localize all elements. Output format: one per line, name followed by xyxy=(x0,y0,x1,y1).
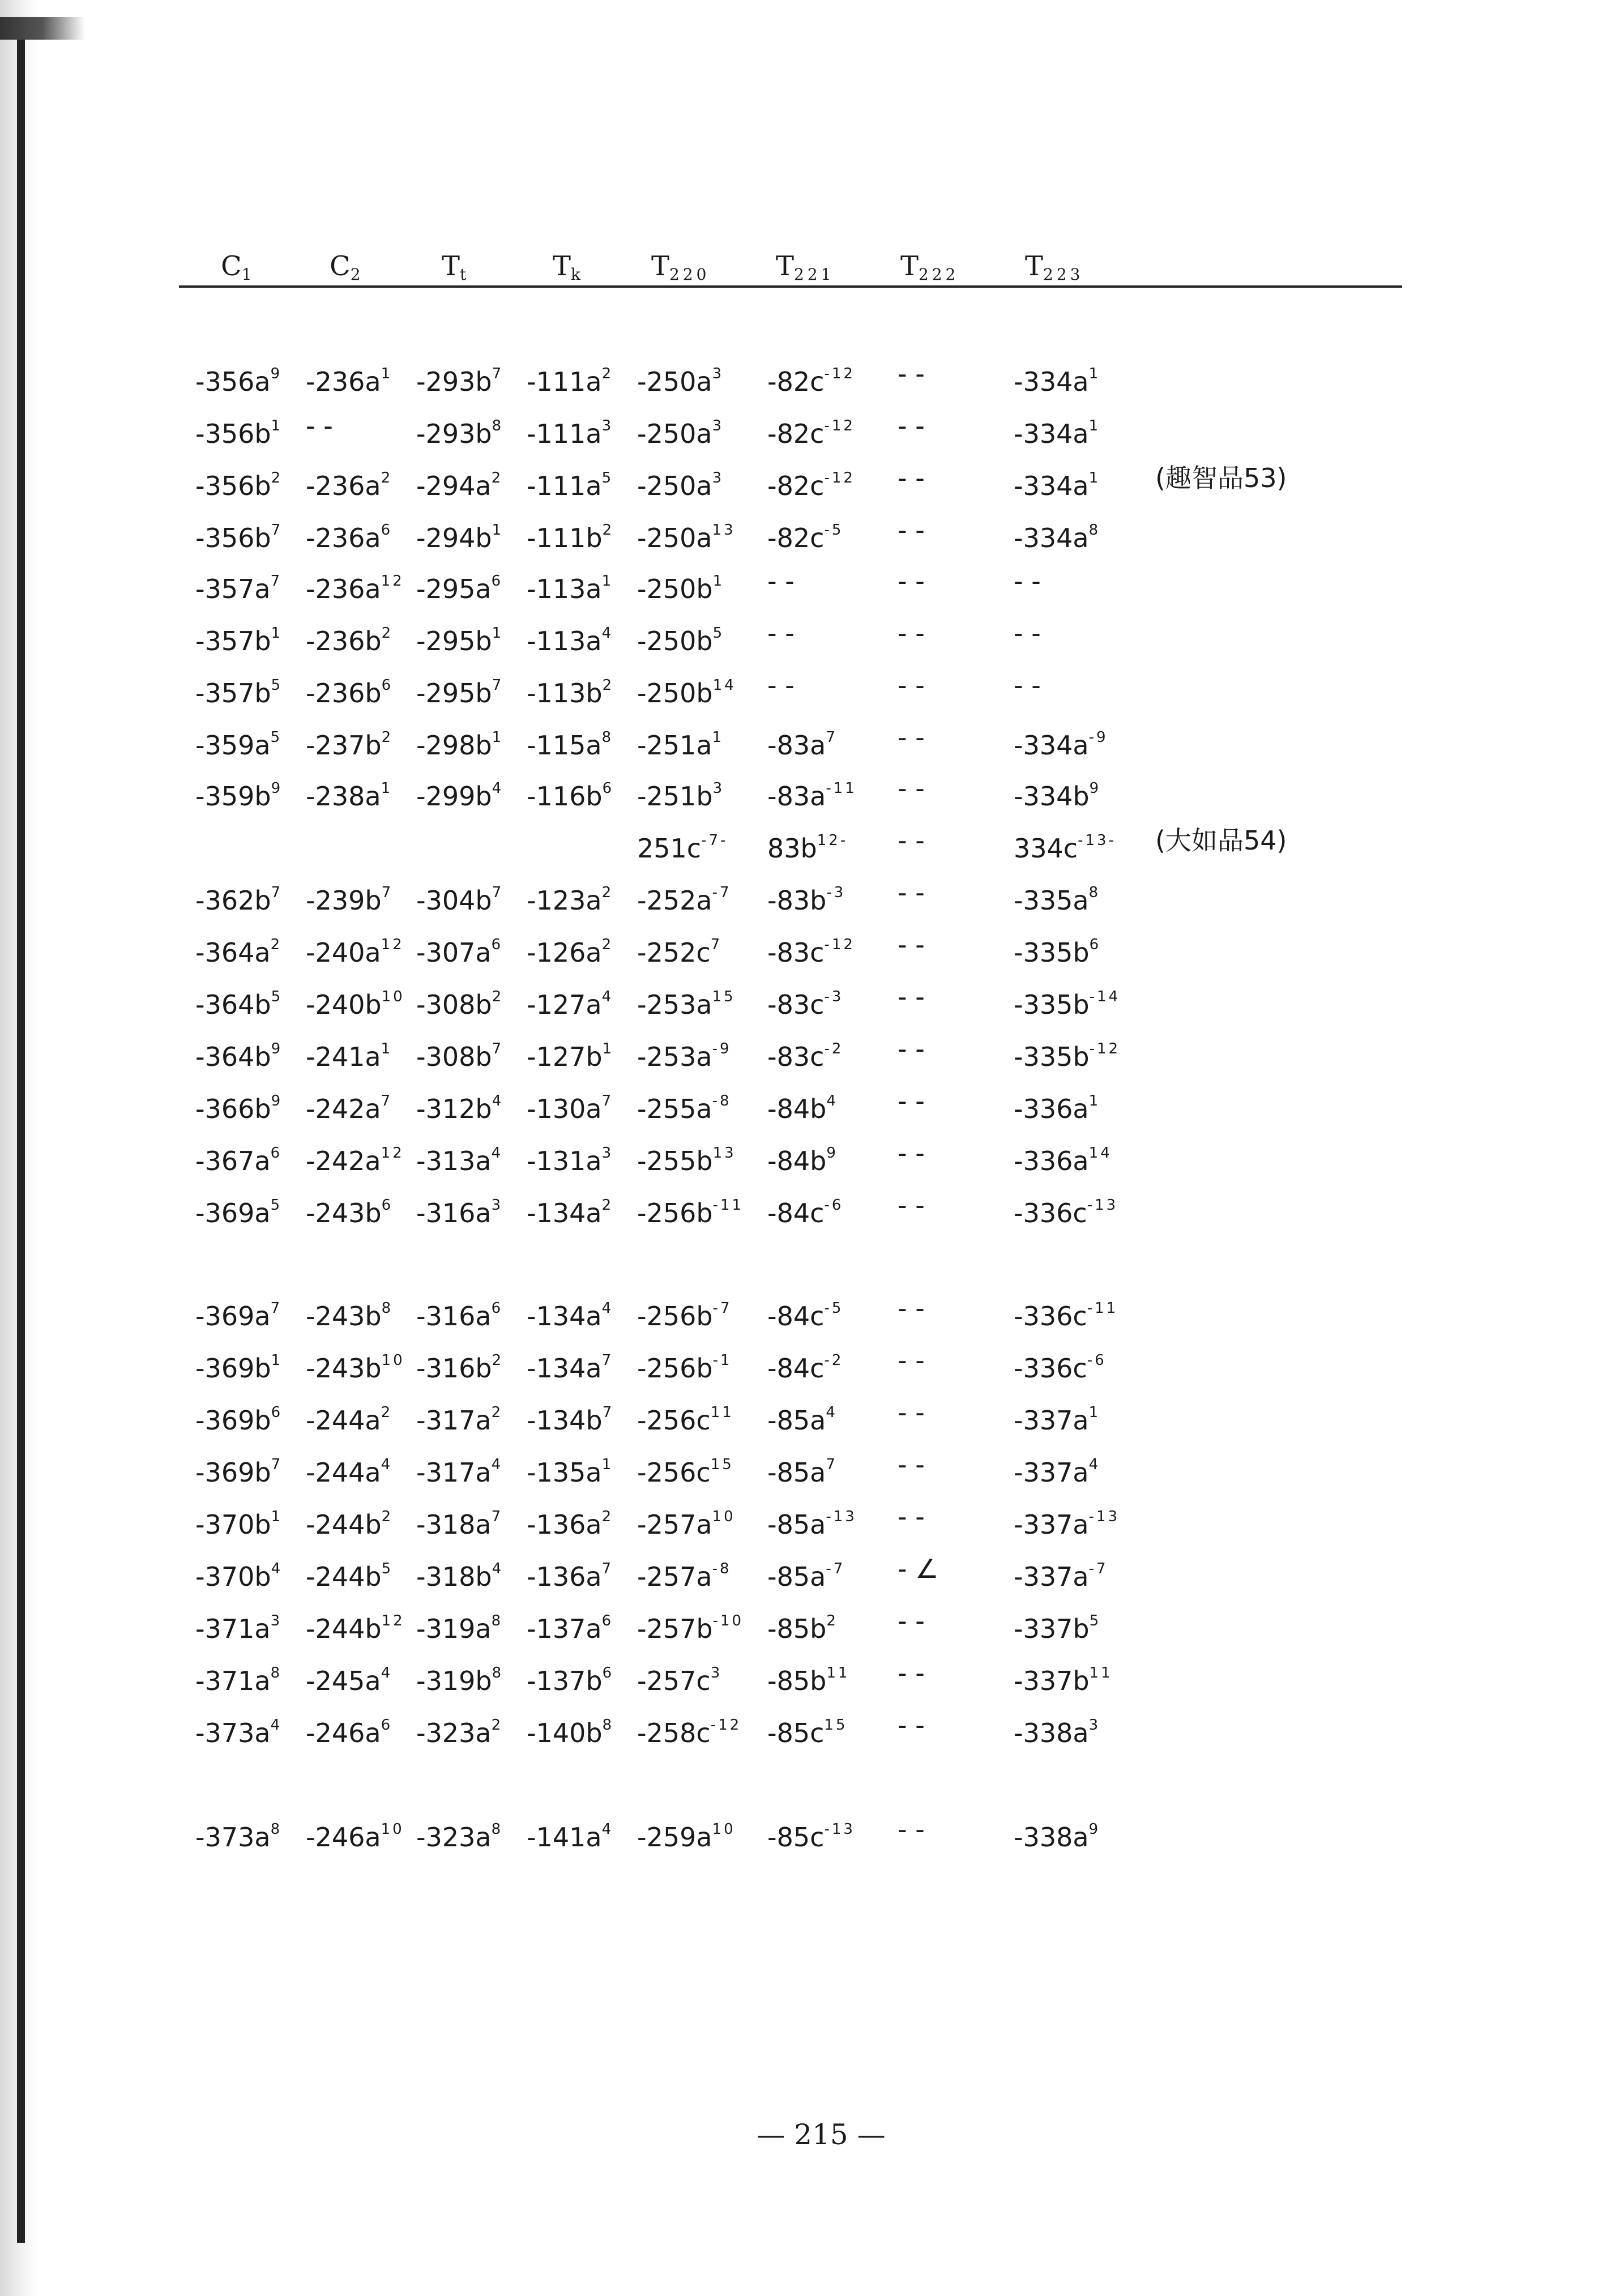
table-cell: - - xyxy=(898,1293,925,1324)
table-cell: - - xyxy=(767,566,795,596)
table-cell: $-85a^{-7}$ xyxy=(767,1560,845,1592)
table-cell: $-323a^2$ xyxy=(416,1717,503,1748)
table-cell: $-362b^7$ xyxy=(195,884,283,916)
table-cell: $-318b^4$ xyxy=(416,1560,504,1592)
table-cell: $-111a^3$ xyxy=(527,417,614,449)
column-header: $T_{223}$ xyxy=(1025,250,1084,284)
table-cell: $-240a^{12}$ xyxy=(306,936,404,968)
table-row xyxy=(0,1026,1623,1072)
table-cell: $-370b^1$ xyxy=(195,1508,283,1540)
table-cell: $-136a^7$ xyxy=(527,1560,614,1592)
table-cell: $-316a^3$ xyxy=(416,1197,503,1228)
table-cell: $-85a^{-13}$ xyxy=(767,1508,857,1540)
table-cell: $-113a^4$ xyxy=(527,625,614,656)
column-header: $C_2$ xyxy=(330,250,364,284)
table-cell: $-256b^{-7}$ xyxy=(637,1300,732,1331)
column-header: $T_{221}$ xyxy=(776,250,835,284)
table-cell: $-337a^4$ xyxy=(1014,1456,1101,1488)
table-cell: $-83a^7$ xyxy=(767,729,838,761)
table-cell: $-307a^6$ xyxy=(416,936,503,968)
table-cell: - - xyxy=(898,618,925,648)
table-cell: $-84b^9$ xyxy=(767,1145,838,1176)
table-cell: $-338a^9$ xyxy=(1014,1821,1101,1853)
table-cell: $-127b^1$ xyxy=(527,1040,614,1072)
table-cell: - - xyxy=(898,722,925,753)
table-cell: $-255b^{13}$ xyxy=(637,1145,736,1176)
table-row xyxy=(0,507,1623,553)
table-row xyxy=(0,818,1623,863)
table-cell: $-369b^1$ xyxy=(195,1352,283,1384)
table-cell: $-336c^{-11}$ xyxy=(1014,1300,1118,1331)
table-cell: $-369b^7$ xyxy=(195,1456,283,1488)
table-cell: $-356b^2$ xyxy=(195,470,283,501)
table-cell: $-257c^3$ xyxy=(637,1665,723,1696)
table-row xyxy=(0,1183,1623,1228)
table-cell: $-317a^4$ xyxy=(416,1456,503,1488)
table-cell: $251c^{-7-}$ xyxy=(637,832,728,864)
table-cell: $-85a^4$ xyxy=(767,1404,838,1436)
table-cell: $-334a^8$ xyxy=(1014,522,1101,553)
table-row xyxy=(0,663,1623,708)
table-cell: - - xyxy=(898,670,925,701)
table-row xyxy=(0,1702,1623,1748)
table-cell: $-113a^1$ xyxy=(527,573,614,604)
table-cell: - - xyxy=(898,1658,925,1688)
table-cell: - - xyxy=(898,1345,925,1376)
table-row xyxy=(0,870,1623,915)
table-cell: $-373a^4$ xyxy=(195,1717,283,1748)
table-cell: $-335b^6$ xyxy=(1014,936,1101,968)
table-cell: $-85b^2$ xyxy=(767,1612,838,1644)
table-cell: $-338a^3$ xyxy=(1014,1717,1101,1748)
table-cell: $-137a^6$ xyxy=(527,1612,614,1644)
table-cell: - - xyxy=(898,1606,925,1636)
table-cell: $-369a^7$ xyxy=(195,1300,283,1331)
table-cell: $-323a^8$ xyxy=(416,1821,503,1853)
table-cell: $-335a^8$ xyxy=(1014,884,1101,916)
table-cell: $-113b^2$ xyxy=(527,677,614,709)
table-cell: $-371a^8$ xyxy=(195,1665,283,1696)
table-cell: - - xyxy=(898,929,925,960)
table-cell: $-334a^1$ xyxy=(1014,470,1101,501)
table-cell: - - xyxy=(898,825,925,856)
table-cell: $-136a^2$ xyxy=(527,1508,614,1540)
table-cell: $-111a^2$ xyxy=(527,365,614,397)
table-cell: $-252c^7$ xyxy=(637,936,723,968)
table-cell: - ∠ xyxy=(898,1554,939,1584)
table-cell: $-334b^9$ xyxy=(1014,780,1101,812)
table-cell: $-304b^7$ xyxy=(416,884,504,916)
table-cell: $-243b^8$ xyxy=(306,1300,394,1331)
table-row xyxy=(0,455,1623,501)
table-cell: - - xyxy=(898,463,925,493)
table-cell: $-137b^6$ xyxy=(527,1665,614,1696)
table-cell: $-238a^1$ xyxy=(306,780,393,812)
table-cell: $-116b^6$ xyxy=(527,780,614,812)
table-cell: $-85c^{15}$ xyxy=(767,1717,848,1748)
table-cell: $-85c^{-13}$ xyxy=(767,1821,855,1853)
row-note: (大如品54) xyxy=(1155,825,1287,856)
table-row xyxy=(0,558,1623,604)
table-cell: $-251a^1$ xyxy=(637,729,724,761)
column-header: $T_{220}$ xyxy=(651,250,710,284)
table-cell: $-244a^2$ xyxy=(306,1404,393,1436)
table-cell: $-250b^5$ xyxy=(637,625,725,656)
table-cell: $-85a^7$ xyxy=(767,1456,838,1488)
table-row xyxy=(0,766,1623,811)
table-row xyxy=(0,403,1623,449)
table-cell: - - xyxy=(898,1034,925,1064)
table-cell: $-299b^4$ xyxy=(416,780,504,812)
table-cell: $-250b^{14}$ xyxy=(637,677,736,709)
table-cell: - - xyxy=(898,1086,925,1116)
table-cell: - - xyxy=(898,359,925,389)
column-header: $C_1$ xyxy=(221,250,255,284)
table-cell: $-293b^8$ xyxy=(416,417,504,449)
table-cell: $-257a^{-8}$ xyxy=(637,1560,732,1592)
table-cell: $-256b^{-11}$ xyxy=(637,1197,744,1228)
table-cell: $-257a^{10}$ xyxy=(637,1508,736,1540)
table-row xyxy=(0,715,1623,760)
table-cell: $-336a^{14}$ xyxy=(1014,1145,1112,1176)
table-cell: $-316a^6$ xyxy=(416,1300,503,1331)
table-cell: $-373a^8$ xyxy=(195,1821,283,1853)
table-row xyxy=(0,1286,1623,1331)
table-cell: $-369b^6$ xyxy=(195,1404,283,1436)
table-cell: $-236a^{12}$ xyxy=(306,573,404,604)
table-cell: $-237b^2$ xyxy=(306,729,394,761)
table-cell: $-336c^{-13}$ xyxy=(1014,1197,1118,1228)
table-cell: $-250a^3$ xyxy=(637,417,724,449)
table-cell: $-244b^5$ xyxy=(306,1560,394,1592)
table-cell: - - xyxy=(898,515,925,545)
table-cell: $-250a^3$ xyxy=(637,470,724,501)
table-row xyxy=(0,1078,1623,1124)
table-cell: $-357b^1$ xyxy=(195,625,283,656)
table-cell: $-243b^{10}$ xyxy=(306,1352,405,1384)
table-cell: $-85b^{11}$ xyxy=(767,1665,850,1696)
table-cell: $-134a^2$ xyxy=(527,1197,614,1228)
table-cell: $-294a^2$ xyxy=(416,470,503,501)
table-cell: - - xyxy=(767,618,795,648)
table-cell: $-334a^1$ xyxy=(1014,417,1101,449)
table-cell: $-313a^4$ xyxy=(416,1145,503,1176)
table-cell: - - xyxy=(898,566,925,596)
table-cell: $-335b^{-14}$ xyxy=(1014,988,1121,1020)
table-cell: $-242a^7$ xyxy=(306,1092,393,1124)
table-cell: $-312b^4$ xyxy=(416,1092,504,1124)
table-cell: $-241a^1$ xyxy=(306,1040,393,1072)
table-cell: $-316b^2$ xyxy=(416,1352,504,1384)
table-cell: $-334a^1$ xyxy=(1014,365,1101,397)
table-cell: $-336a^1$ xyxy=(1014,1092,1101,1124)
table-cell: - - xyxy=(1014,566,1041,596)
table-cell: $-84b^4$ xyxy=(767,1092,838,1124)
table-cell: $-308b^2$ xyxy=(416,988,504,1020)
table-cell: $-83c^{-12}$ xyxy=(767,936,855,968)
table-cell: - - xyxy=(898,773,925,804)
table-cell: $-240b^{10}$ xyxy=(306,988,405,1020)
column-header: $T_t$ xyxy=(442,250,470,284)
table-cell: $-84c^{-5}$ xyxy=(767,1300,844,1331)
table-cell: $-134a^4$ xyxy=(527,1300,614,1331)
table-cell: $-130a^7$ xyxy=(527,1092,614,1124)
table-row xyxy=(0,351,1623,396)
table-row xyxy=(0,1598,1623,1644)
table-cell: - - xyxy=(898,877,925,908)
table-row xyxy=(0,1650,1623,1696)
table-row xyxy=(0,922,1623,967)
table-cell: $-359a^5$ xyxy=(195,729,283,761)
table-cell: $-141a^4$ xyxy=(527,1821,614,1853)
table-cell: $-82c^{-12}$ xyxy=(767,470,855,501)
table-cell: $-244b^2$ xyxy=(306,1508,394,1540)
table-cell: $-359b^9$ xyxy=(195,780,283,812)
table-cell: $-366b^9$ xyxy=(195,1092,283,1124)
table-cell: $-364b^9$ xyxy=(195,1040,283,1072)
table-row xyxy=(0,1546,1623,1591)
table-cell: - - xyxy=(898,1397,925,1428)
table-cell: - - xyxy=(1014,618,1041,648)
table-cell: $-259a^{10}$ xyxy=(637,1821,736,1853)
table-cell: $-337a^{-13}$ xyxy=(1014,1508,1120,1540)
table-cell: $-357a^7$ xyxy=(195,573,283,604)
table-cell: - - xyxy=(898,981,925,1012)
table-cell: $-244b^{12}$ xyxy=(306,1612,405,1644)
table-cell: $-319b^8$ xyxy=(416,1665,504,1696)
table-cell: $-83c^{-2}$ xyxy=(767,1040,844,1072)
table-cell: $-84c^{-2}$ xyxy=(767,1352,844,1384)
table-cell: $-319a^8$ xyxy=(416,1612,503,1644)
table-cell: $-84c^{-6}$ xyxy=(767,1197,844,1228)
table-cell: $-293b^7$ xyxy=(416,365,504,397)
table-cell: $-236b^2$ xyxy=(306,625,394,656)
table-cell: $-243b^6$ xyxy=(306,1197,394,1228)
table-cell: $-246a^{10}$ xyxy=(306,1821,404,1853)
table-cell: $-131a^3$ xyxy=(527,1145,614,1176)
table-cell: $-371a^3$ xyxy=(195,1612,283,1644)
table-cell: $-334a^{-9}$ xyxy=(1014,729,1108,761)
table-cell: $-317a^2$ xyxy=(416,1404,503,1436)
table-cell: $-250b^1$ xyxy=(637,573,725,604)
table-cell: $-295b^7$ xyxy=(416,677,504,709)
table-cell: $-295b^1$ xyxy=(416,625,504,656)
table-cell: $-83b^{-3}$ xyxy=(767,884,846,916)
table-cell: $-294b^1$ xyxy=(416,522,504,553)
table-cell: $-337b^{11}$ xyxy=(1014,1665,1113,1696)
table-cell: $-242a^{12}$ xyxy=(306,1145,404,1176)
table-cell: $-256c^{11}$ xyxy=(637,1404,734,1436)
table-cell: - - xyxy=(898,1710,925,1740)
table-cell: $-337a^{-7}$ xyxy=(1014,1560,1108,1592)
table-cell: $-256b^{-1}$ xyxy=(637,1352,732,1384)
table-cell: $-83a^{-11}$ xyxy=(767,780,857,812)
table-cell: $-255a^{-8}$ xyxy=(637,1092,732,1124)
table-cell: - - xyxy=(1014,670,1041,701)
table-cell: $-111b^2$ xyxy=(527,522,614,553)
table-cell: $-111a^5$ xyxy=(527,470,614,501)
table-cell: $-134a^7$ xyxy=(527,1352,614,1384)
table-row xyxy=(0,1494,1623,1539)
table-row xyxy=(0,611,1623,656)
table-cell: $-252a^{-7}$ xyxy=(637,884,732,916)
table-cell: $-295a^6$ xyxy=(416,573,503,604)
table-cell: - - xyxy=(898,1190,925,1220)
table-cell: $-236b^6$ xyxy=(306,677,394,709)
column-header: $T_k$ xyxy=(553,250,584,284)
table-cell: $-244a^4$ xyxy=(306,1456,393,1488)
table-cell: - - xyxy=(898,1138,925,1168)
column-header: $T_{222}$ xyxy=(900,250,959,284)
table-cell: $-356b^1$ xyxy=(195,417,283,449)
table-row xyxy=(0,1390,1623,1435)
table-cell: $-134b^7$ xyxy=(527,1404,614,1436)
table-cell: $-236a^1$ xyxy=(306,365,393,397)
table-cell: $-82c^{-5}$ xyxy=(767,522,844,553)
table-cell: $-123a^2$ xyxy=(527,884,614,916)
table-row xyxy=(0,1807,1623,1852)
row-note: (趣智品53) xyxy=(1155,463,1287,493)
table-cell: - - xyxy=(898,1814,925,1845)
table-cell: $-246a^6$ xyxy=(306,1717,393,1748)
table-cell: $-370b^4$ xyxy=(195,1560,283,1592)
table-cell: - - xyxy=(898,411,925,441)
table-cell: $-127a^4$ xyxy=(527,988,614,1020)
table-cell: $-364b^5$ xyxy=(195,988,283,1020)
table-cell: $-253a^{15}$ xyxy=(637,988,736,1020)
page-number: — 215 — xyxy=(757,2118,886,2151)
table-cell: - - xyxy=(767,670,795,701)
table-cell: $-298b^1$ xyxy=(416,729,504,761)
table-cell: $-258c^{-12}$ xyxy=(637,1717,742,1748)
table-cell: $-250a^3$ xyxy=(637,365,724,397)
table-cell: $334c^{-13-}$ xyxy=(1014,832,1116,864)
table-cell: - - xyxy=(898,1501,925,1532)
table-cell: $-250a^{13}$ xyxy=(637,522,736,553)
table-cell: $-140b^8$ xyxy=(527,1717,614,1748)
table-cell: $-356b^7$ xyxy=(195,522,283,553)
table-cell: $-256c^{15}$ xyxy=(637,1456,734,1488)
table-cell: $-83c^{-3}$ xyxy=(767,988,844,1020)
table-cell: $-239b^7$ xyxy=(306,884,394,916)
table-row xyxy=(0,1442,1623,1487)
table-cell: $83b^{12-}$ xyxy=(767,832,848,864)
table-cell: $-253a^{-9}$ xyxy=(637,1040,732,1072)
table-cell: $-251b^3$ xyxy=(637,780,725,812)
table-cell: $-357b^5$ xyxy=(195,677,283,709)
table-cell: $-369a^5$ xyxy=(195,1197,283,1228)
table-cell: $-364a^2$ xyxy=(195,936,283,968)
table-cell: $-135a^1$ xyxy=(527,1456,614,1488)
table-cell: $-337b^5$ xyxy=(1014,1612,1101,1644)
table-row xyxy=(0,1338,1623,1383)
table-cell: $-367a^6$ xyxy=(195,1145,283,1176)
table-cell: $-236a^2$ xyxy=(306,470,393,501)
table-cell: $-335b^{-12}$ xyxy=(1014,1040,1121,1072)
table-cell: $-82c^{-12}$ xyxy=(767,417,855,449)
table-cell: $-356a^9$ xyxy=(195,365,283,397)
table-cell: - - xyxy=(898,1449,925,1480)
table-cell: $-257b^{-10}$ xyxy=(637,1612,744,1644)
table-cell: $-126a^2$ xyxy=(527,936,614,968)
table-cell: $-245a^4$ xyxy=(306,1665,393,1696)
table-row xyxy=(0,1130,1623,1176)
table-cell: $-82c^{-12}$ xyxy=(767,365,855,397)
table-cell: $-337a^1$ xyxy=(1014,1404,1101,1436)
table-cell: - - xyxy=(306,411,333,441)
table-row xyxy=(0,974,1623,1019)
table-cell: $-236a^6$ xyxy=(306,522,393,553)
table-cell: $-318a^7$ xyxy=(416,1508,503,1540)
table-cell: $-336c^{-6}$ xyxy=(1014,1352,1107,1384)
table-cell: $-115a^8$ xyxy=(527,729,614,761)
table-cell: $-308b^7$ xyxy=(416,1040,504,1072)
